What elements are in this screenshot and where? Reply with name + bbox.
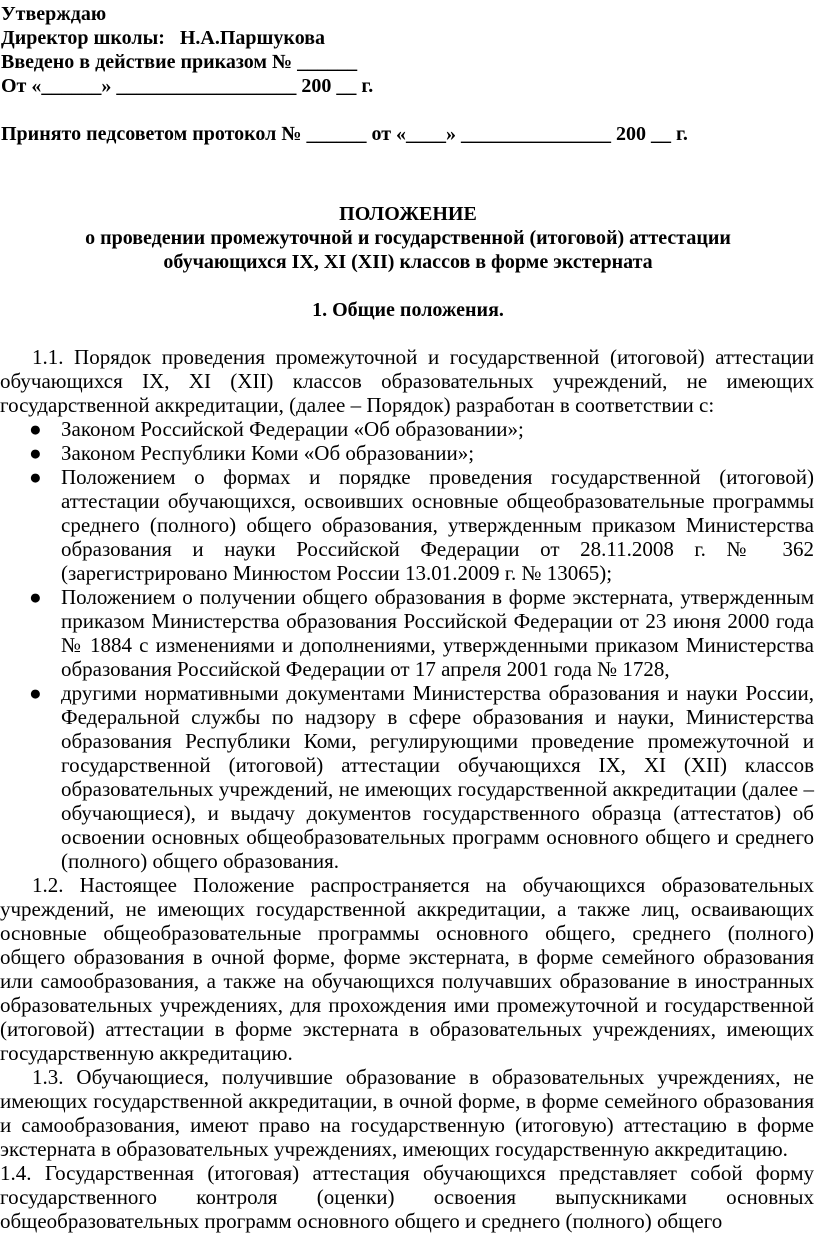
title-main: ПОЛОЖЕНИЕ [339,203,477,225]
paragraph-1-3: 1.3. Обучающиеся, получившие образование в образовательных учреждениях, не имеющих государственной аккредитации, в очной форме, в форме семейного образования и самообразования, имеют право на государственную (итоговую) аттестацию в форме экстерната в образовательных учреждениях, имеющих государственную аккредитацию. [0,1065,814,1161]
bullet-icon: ● [29,417,42,441]
paragraph-1-1: 1.1. Порядок проведения промежуточной и государственной (итоговой) аттестации обучающихся IX, XI (XII) классов образовательных учреждений, не имеющих государственной аккредитации, (далее – Порядок) разработан в соответствии с: [0,345,814,417]
section-heading: 1. Общие положения. [312,299,504,321]
paragraph-1-2: 1.2. Настоящее Положение распространяется на обучающихся образовательных учреждений, не имеющих государственной аккредитации, а также лиц, осваивающих основные общеобразовательные программы основного общего, среднего (полного) общего образования в очной форме, форме экстерната, в форме семейного образования или самообразования, а также на обучающихся получавших образование в иностранных образовательных учреждениях, для прохождения ими промежуточной и государственной (итоговой) аттестации в форме экстерната в образовательных учреждениях, имеющих государственную аккредитацию. [0,873,814,1065]
bullet-icon: ● [29,681,42,705]
list-item: ● Законом Российской Федерации «Об образовании»; [29,417,524,441]
title-sub-1: о проведении промежуточной и государственной (итоговой) аттестации [85,227,731,249]
approval-header [1,2,816,98]
legal-basis-list [0,417,814,873]
council-protocol-line: Принято педсоветом протокол № ______ от «____» _______________ 200 __ г. [1,123,688,145]
list-item: ● другими нормативными документами Министерства образования и науки России, Федеральной службы по надзору в сфере образования и науки, Министерства образования Республики Коми, регулирующими проведение промежуточной и государственной (итоговой) аттестации обучающихся IX, XI (XII) классов образовательных учреждений, не имеющих государственной аккредитации (далее – обучающиеся), и выдачу документов государственного образца (аттестатов) об освоении основных общеобразовательных программ основного общего и среднего (полного) общего образования. [29,681,814,873]
list-item: ● Положением о получении общего образования в форме экстерната, утвержденным приказом Министерства образования Российской Федерации от 23 июня 2000 года № 1884 с изменениями и дополнениями, утвержденными приказом Министерства образования Российской Федерации от 17 апреля 2001 года № 1728, [29,585,814,681]
paragraph-1-4: 1.4. Государственная (итоговая) аттестация обучающихся представляет собой форму государственного контроля (оценки) освоения выпускниками основных общеобразовательных программ основного общего и среднего (полного) общего [0,1161,814,1233]
document-title [0,202,816,274]
title-sub-2: обучающихся IX, XI (XII) классов в форме экстерната [163,251,653,273]
bullet-icon: ● [29,465,42,489]
date-line: От «______» __________________ 200 __ г. [1,75,374,97]
bullet-icon: ● [29,585,42,609]
document-body [0,345,814,1233]
list-item: ● Законом Республики Коми «Об образовании»; [29,441,475,465]
bullet-icon: ● [29,441,42,465]
order-line: Введено в действие приказом № ______ [1,51,358,73]
list-item: ● Положением о формах и порядке проведения государственной (итоговой) аттестации обучающихся, освоивших основные общеобразовательные программы среднего (полного) общего образования, утвержденным приказом Министерства образования и науки Российской Федерации от 28.11.2008 г. № 362 (зарегистрировано Минюстом России 13.01.2009 г. № 13065); [29,465,814,585]
approval-label: Утверждаю [1,3,107,25]
director-line: Директор школы: Н.А.Паршукова [1,27,325,49]
